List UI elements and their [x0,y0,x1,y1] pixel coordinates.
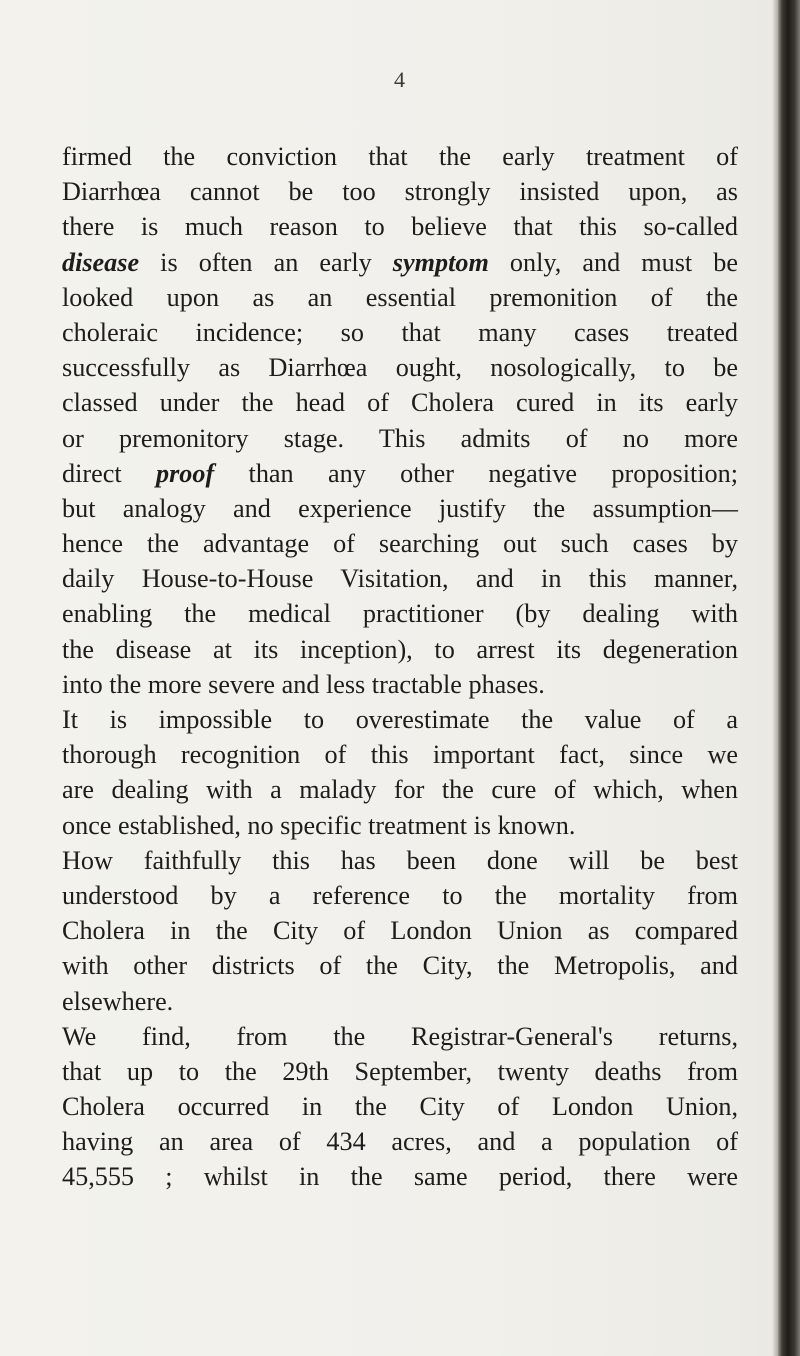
text-run: is often an early [139,247,393,277]
text-line: into the more severe and less tractable phases. [62,669,545,699]
emphasized-word: disease [62,247,140,277]
text-run: than any other negative proposition; [214,458,738,488]
text-line: are dealing with a malady for the cure of which, when [62,775,738,805]
text-line: there is much reason to believe that this so-called [62,212,738,242]
text-line: once established, no specific treatment is known. [62,810,576,840]
text-line: 45,555 ; whilst in the same period, there were [62,1162,738,1192]
emphasized-word: proof [155,458,215,488]
text-line: Diarrhœa cannot be too strongly insisted upon, as [62,177,738,207]
body-text [62,139,738,1195]
text-line: that up to the 29th September, twenty deaths from [62,1056,738,1086]
text-line: with other districts of the City, the Metropolis, and [62,951,738,981]
text-line: successfully as Diarrhœa ought, nosologically, to be [62,353,738,383]
text-line: or premonitory stage. This admits of no more [62,423,738,453]
text-line: hence the advantage of searching out such cases by [62,529,738,559]
text-line: firmed the conviction that the early treatment of [62,142,738,171]
text-line: choleraic incidence; so that many cases treated [62,317,738,347]
text-run: only, and must be [488,247,738,277]
text-line [62,245,738,280]
text-line: It is impossible to overestimate the value of a [62,705,738,734]
text-line: elsewhere. [62,986,174,1016]
text-line: but analogy and experience justify the assumption— [62,493,738,523]
text-line: thorough recognition of this important fact, since we [62,740,738,770]
text-line: Cholera occurred in the City of London Union, [62,1092,738,1122]
text-run: direct [62,458,156,488]
text-line: understood by a reference to the mortality from [62,880,738,910]
text-line: How faithfully this has been done will be best [62,845,738,875]
text-line: the disease at its inception), to arrest its degeneration [62,634,738,664]
text-line [62,456,738,491]
book-spine-edge [778,0,800,1356]
text-line: We find, from the Registrar-General's returns, [62,1021,738,1051]
text-line: looked upon as an essential premonition of the [62,282,738,312]
text-line: Cholera in the City of London Union as compared [62,916,738,946]
text-line: enabling the medical practitioner (by dealing with [62,599,738,629]
text-line: daily House-to-House Visitation, and in this manner, [62,564,738,594]
text-line: having an area of 434 acres, and a population of [62,1127,738,1157]
text-line: classed under the head of Cholera cured in its early [62,388,738,418]
page-number: 4 [394,67,405,92]
emphasized-word: symptom [392,247,489,277]
